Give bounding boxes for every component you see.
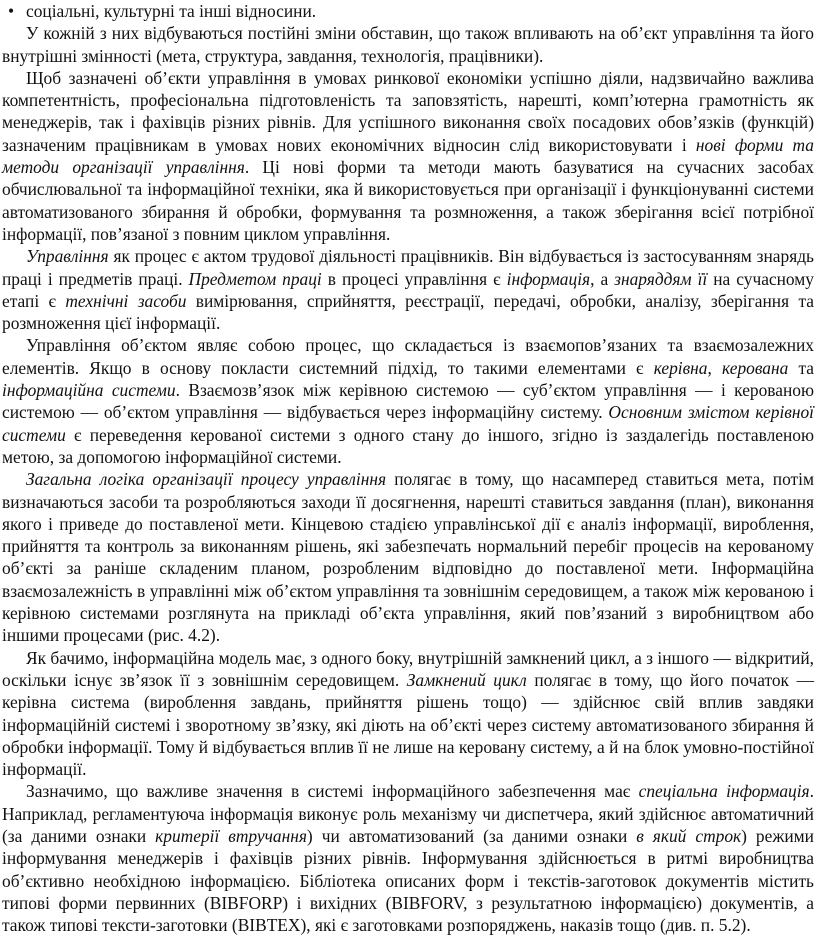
text-run: соціальні, культурні та інші відносини. bbox=[26, 1, 317, 21]
text-run: Управління об’єктом являє собою процес, що складається із взаємопов’язаних та взаємозалежних елементів. Якщо в основу покласти системний підхід, то такими елементами є bbox=[2, 335, 814, 378]
text-run: Зазначимо, що важливе значення в системі інформаційного забезпечення має bbox=[26, 781, 639, 802]
bullet-item bbox=[2, 0, 814, 22]
italic-term: керівна bbox=[653, 357, 708, 378]
paragraph bbox=[2, 468, 814, 646]
italic-term: Загальна логіка організації процесу управління bbox=[26, 469, 387, 490]
text-run: полягає в тому, що насамперед ставиться мета, потім визначаються засоби та розробляються заходи її досягнення, нарешті ставиться завдання (план), виконання якого і приведе до поставленої мети. Кінцевою стадією управлінської дії є аналіз інформації, вироблення, прийняття та контроль за виконанням рішень, які забезпечать нормальний перебіг процесів на керованому об’єкті за раніше складеним планом, розробленим відповідно до поставленої мети. Інформаційна взаємозалежність в управлінні між об’єктом управління та зовнішнім середовищем, а також між керованою і керівною системами розглянута на прикладі об’єкта управління, який пов’язаний з виробництвом або іншими процесами (рис. 4.2). bbox=[2, 469, 814, 646]
text-run: як процес є актом трудової діяльності працівників. Він відбувається із застосуванням знарядь праці і предметів праці. bbox=[2, 246, 814, 289]
italic-term: інформаційна системи bbox=[2, 380, 176, 401]
bullet-icon: • bbox=[8, 1, 15, 21]
text-run: та bbox=[788, 357, 814, 378]
paragraph bbox=[2, 647, 814, 781]
italic-term: Управління bbox=[26, 246, 109, 267]
paragraph bbox=[2, 67, 814, 245]
italic-term: інформація bbox=[506, 268, 591, 289]
text-run: вимірювання, сприйняття, реєстрації, передачі, обробки, аналізу, зберігання та розмноження цієї інформації. bbox=[2, 290, 814, 334]
italic-term: технічні засоби bbox=[65, 290, 187, 311]
text-run: є переведення керованої системи з одного стану до іншого, згідно із заздалегідь поставленою метою, за допомогою інформаційної системи. bbox=[2, 424, 814, 467]
paragraph bbox=[2, 22, 814, 67]
text-run: ) режими інформування менеджерів і фахівців різних рівнів. Інформування здійснюється в ритмі виробництва об’єктивно необхідною інформацією. Бібліотека описаних форм і текстів-заготовок документів містить типові форми первинних (BIBFORP) і вихідних (BIBFORV, з результатною інформацією) документів, а також типові тексти-заготовки (BIBTEX), які є заготовками розпоряджень, наказів тощо (див. п. 5.2). bbox=[2, 825, 814, 936]
italic-term: керована bbox=[722, 357, 789, 378]
text-run: Щоб зазначені об’єкти управління в умовах ринкової економіки успішно діяли, надзвичайно важлива компетентність, професіональна підготовленість та заповзятість, нарешті, комп’ютерна грамотність як менеджерів, так і фахівців різних рівнів. Для успішного виконання своїх посадових обов’язків (функцій) зазначеним працівникам в умовах нових економічних відносин слід використовувати і bbox=[2, 67, 814, 155]
text-run: Як бачимо, інформаційна модель має, з одного боку, внутрішній замкнений цикл, а з іншого — відкритий, оскільки існує зв’язок її з зовнішнім середовищем. bbox=[2, 647, 814, 690]
italic-term: критерії втручання bbox=[155, 825, 307, 846]
text-run: , bbox=[707, 357, 723, 378]
italic-term: в який строк bbox=[636, 825, 742, 846]
text-run: ) чи автоматизований (за даними ознаки bbox=[306, 825, 637, 846]
paragraph bbox=[2, 780, 814, 936]
paragraph bbox=[2, 245, 814, 334]
text-run: в процесі управління є bbox=[321, 268, 507, 289]
text-run: , а bbox=[590, 268, 615, 289]
italic-term: нові форми та методи організації управління bbox=[2, 134, 814, 178]
paragraph bbox=[2, 334, 814, 468]
text-run: . Ці нові форми та методи мають базуватися на сучасних засобах обчислювальної та інформаційної техніки, яка й використовується при організації і функціонуванні системи автоматизованого збирання й обробки, формування та розмноження, а також зберігання всієї потрібної інформації, пов’язаної з повним циклом управління. bbox=[2, 157, 815, 244]
italic-term: Предметом праці bbox=[188, 268, 322, 289]
italic-term: спеціальна інформація bbox=[638, 781, 810, 802]
italic-term: знаряддям її bbox=[614, 268, 708, 289]
text-run: У кожній з них відбуваються постійні зміни обставин, що також впливають на об’єкт управління та його внутрішні змінності (мета, структура, завдання, технологія, працівники). bbox=[2, 23, 814, 66]
italic-term: Замкнений цикл bbox=[406, 669, 527, 690]
text-run: полягає в тому, що його початок — керівна система (вироблення завдань, прийняття рішень тощо) — здійснює свій вплив завдяки інформаційній системі і зворотному зв’язку, які діють на об’єкті через систему автоматизованого збирання й обробки інформації. Тому й відбувається вплив її не лише на керовану систему, а й на блок умовно-постійної інформації. bbox=[2, 669, 814, 780]
text-run: . Взаємозв’язок між керівною системою — суб’єктом управління — і керованою системою — об’єктом управління — відбувається через інформаційну систему. bbox=[2, 380, 814, 423]
text-run: . Наприклад, регламентуюча інформація виконує роль механізму чи диспетчера, який здійснює автоматичний (за даними ознаки bbox=[2, 781, 814, 846]
italic-term: Основним змістом керівної системи bbox=[2, 402, 815, 445]
text-run: на сучасному етапі є bbox=[2, 268, 815, 311]
